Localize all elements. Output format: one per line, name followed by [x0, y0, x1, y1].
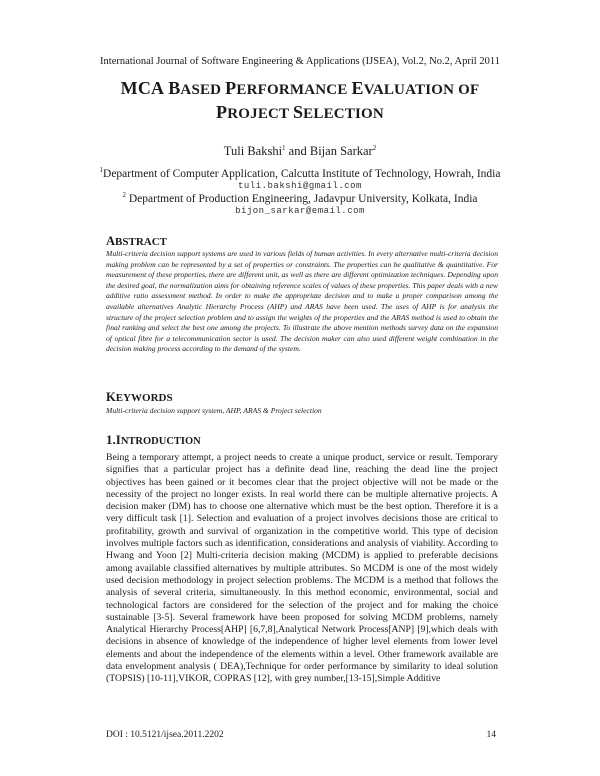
title-line-1: MCA BASED PERFORMANCE EVALUATION OF	[120, 78, 480, 98]
author-2: Bijan Sarkar	[309, 144, 373, 159]
keywords-heading: KEYWORDS	[106, 390, 173, 404]
author-1-email[interactable]: tuli.bakshi@gmail.com	[238, 181, 362, 191]
keywords-text: Multi-criteria decision support system, AHP, ARAS & Project selection	[106, 406, 322, 415]
abstract-heading: ABSTRACT	[106, 234, 167, 248]
journal-header: International Journal of Software Engineering & Applications (IJSEA), Vol.2, No.2, April 2011	[100, 56, 500, 67]
author-2-email[interactable]: bijon_sarkar@email.com	[235, 206, 365, 216]
affiliation-1: $^1$Department of Computer Application, Calcutta Institute of Technology, Howrah, India	[99, 166, 501, 180]
abstract-text: Multi-criteria decision support systems are used in various fields of human activities. In every alternative multi-criteria decision making problem can be represented by a set of properties or constraints. The properties can be qualitative & quantitative. For measurement of these properties, there are different unit, as well as there are different optimization techniques. Depending upon the desired goal, the normalization aims for obtaining reference scales of values of these properties. This paper deals with a new additive ratio assessment method. In order to make the appropriate decision and to make a proper comparison among the available alternatives Analytic Hierarchy Process (AHP) and ARAS have been used. The uses of AHP is for analysis the structure of the project selection problem and to assign the weights of the properties and the ARAS method is used to obtain the final ranking and select the best one among the projects. To illustrate the above mention methods survey data on the expansion of optical fibre for a telecommunication sector is used. The decision maker can also used different weight combination in the decision making process according to the demand of the system.	[106, 249, 498, 354]
title-line-2: PROJECT SELECTION	[216, 102, 384, 122]
introduction-heading: 1.INTRODUCTION	[106, 432, 201, 447]
page-number: 14	[486, 730, 496, 740]
affiliation-2: $^2$ Department of Production Engineering, Jadavpur University, Kolkata, India	[122, 191, 478, 205]
doi: DOI : 10.5121/ijsea.2011.2202	[106, 730, 224, 740]
introduction-body: Being a temporary attempt, a project needs to create a unique product, service or result. Temporary signifies that a particular project has a definite dead line, reaching the dead line the project objectives has been gained or it becomes clear that the project objective will not be made or the necessity of the project no longer exists. In real world there can be multiple alternative projects. A decision maker (DM) has to choose one alternative which must be the best option. Therefore it is a very difficult task [1]. Selection and evaluation of a project involves decisions those are critical to profitability, growth and survival of organization in the competitive world. This type of decision involves multiple factors such as identification, considerations and analysis of viability. According to Hwang and Yoon [2] Multi-criteria decision making (MCDM) is applied to preferable decisions among available classified alternatives by multiple attributes. So MCDM is one of the most widely used decision methodology in project selection problems. The MCDM is a method that follows the analysis of several criteria, simultaneously. In this method economic, environmental, social and technological factors are considered for the selection of the project and for making the choice sustainable [3-5]. Several framework have been proposed for solving MCDM problems, namely Analytical Hierarchy Process[AHP] [6,7,8],Analytical Network Process[ANP] [9],which deals with decisions in absence of knowledge of the independence of higher level elements from lower level elements and about the independence of the elements within a level. Other framework available are data envelopment analysis ( DEA),Technique for order performance by similarity to ideal solution (TOPSIS) [10-11],VIKOR, COPRAS [12], with grey number,[13-15],Simple Additive	[106, 452, 498, 685]
paper-title	[0, 77, 600, 125]
author-1: Tuli Bakshi	[223, 144, 283, 159]
author-line: Tuli Bakshi$^1$ and Bijan Sarkar$^2$	[223, 144, 377, 159]
